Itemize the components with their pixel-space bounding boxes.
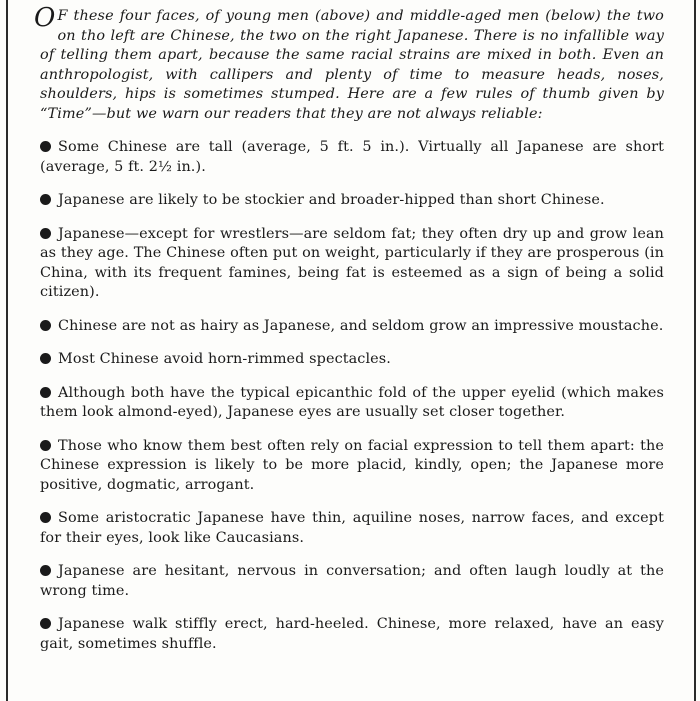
- bullet-icon: [40, 440, 51, 451]
- rule-item: [40, 437, 664, 496]
- right-border-rule: [694, 0, 696, 701]
- drop-cap: O: [34, 3, 56, 33]
- rule-item: [40, 191, 664, 211]
- rule-item: [40, 350, 664, 370]
- left-border-rule: [6, 0, 8, 701]
- bullet-icon: [40, 387, 51, 398]
- rule-text: Some Chinese are tall (average, 5 ft. 5 in.). Virtually all Japanese are short (average, 5 ft. 2½ in.).: [40, 139, 664, 175]
- bullet-icon: [40, 353, 51, 364]
- rule-item: [40, 138, 664, 177]
- bullet-icon: [40, 141, 51, 152]
- rule-text: Some aristocratic Japanese have thin, aquiline noses, narrow faces, and except for their eyes, look like Caucasians.: [40, 510, 664, 546]
- intro-text: F these four faces, of young men (above) and middle-aged men (below) the two on tho left are Chinese, the two on the right Japanese. There is no infallible way of telling them apart, because the same racial strains are mixed in both. Even an anthropologist, with callipers and plenty of time to measure heads, noses, shoulders, hips is sometimes stumped. Here are a few rules of thumb given by “Time”—but we warn our readers that they are not always reliable:: [40, 8, 664, 122]
- rule-text: Most Chinese avoid horn-rimmed spectacles.: [58, 351, 391, 367]
- rule-text: Although both have the typical epicanthic fold of the upper eyelid (which makes them look almond-eyed), Japanese eyes are usually set closer together.: [40, 384, 664, 420]
- rule-text: Japanese are likely to be stockier and broader-hipped than short Chinese.: [58, 192, 605, 208]
- article-column: [34, 3, 664, 668]
- bullet-icon: [40, 320, 51, 331]
- rules-list: [40, 138, 664, 654]
- rule-item: [40, 509, 664, 548]
- bullet-icon: [40, 618, 51, 629]
- bullet-icon: [40, 194, 51, 205]
- bullet-icon: [40, 565, 51, 576]
- rule-item: [40, 615, 664, 654]
- rule-text: Japanese walk stiffly erect, hard-heeled. Chinese, more relaxed, have an easy gait, sometimes shuffle.: [40, 616, 664, 652]
- rule-text: Chinese are not as hairy as Japanese, and seldom grow an impressive moustache.: [58, 317, 664, 334]
- bullet-icon: [40, 228, 51, 239]
- intro-paragraph: [34, 3, 664, 124]
- rule-item: [40, 562, 664, 601]
- rule-text: Japanese are hesitant, nervous in conversation; and often laugh loudly at the wrong time.: [40, 563, 664, 599]
- rule-text: Japanese—except for wrestlers—are seldom fat; they often dry up and grow lean as they age. The Chinese often put on weight, particularly if they are prosperous (in China, with its frequent famines, being fat is esteemed as a sign of being a solid citizen).: [40, 225, 664, 300]
- rule-item: [40, 384, 664, 423]
- rule-text: Those who know them best often rely on facial expression to tell them apart: the Chinese expression is likely to be more placid, kindly, open; the Japanese more positive, dogmatic, arrogant.: [40, 437, 664, 493]
- rule-item: [40, 317, 664, 337]
- rule-item: [40, 225, 664, 303]
- bullet-icon: [40, 512, 51, 523]
